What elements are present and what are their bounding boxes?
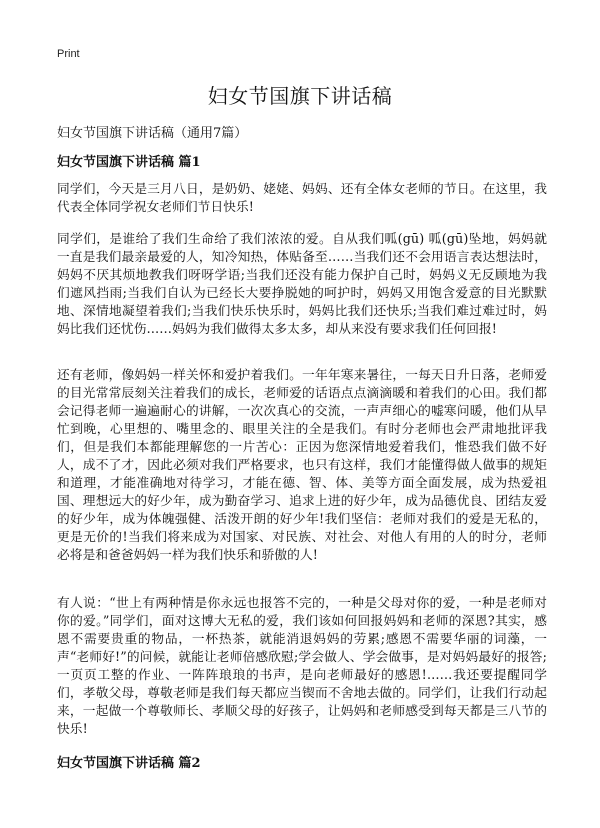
print-link[interactable]: Print xyxy=(57,48,80,60)
section-heading-1: 妇女节国旗下讲话稿 篇1 xyxy=(57,155,201,170)
paragraph-2: 同学们，是谁给了我们生命给了我们浓浓的爱。自从我们呱(gū) 呱(gū)坠地，妈妈就一直是我们最亲最爱的人，知冷知热，体贴备至……当我们还不会用语言表达想法时，妈妈不厌其烦地教我们呀呀学语;当我们还没有能力保护自己时，妈妈义无反顾地为我们遮风挡雨;当我们自认为已经长大要挣脱她的呵护时，妈妈又用饱含爱意的目光默默地、深情地凝望着我们;当我们快乐快乐时，妈妈比我们还快乐;当我们难过难过时，妈妈比我们还忧伤……妈妈为我们做得太多太多，却从来没有要求我们任何回报! xyxy=(57,231,547,336)
paragraph-4: 有人说：“世上有两种情是你永远也报答不完的，一种是父母对你的爱，一种是老师对你的爱。”同学们，面对这博大无私的爱，我们该如何回报妈妈和老师的深恩?其实，感恩不需要贵重的物品，一杯热茶，就能消退妈妈的劳累;感恩不需要华丽的词藻，一声“老师好!”的问候，就能让老师倍感欣慰;学会做人、学会做事，是对妈妈最好的报答;一页页工整的作业、一阵阵琅琅的书声，是向老师最好的感恩!……我还要提醒同学们，孝敬父母，尊敬老师是我们每天都应当锲而不舍地去做的。同学们，让我们行动起来，一起做一个尊敬师长、孝顺父母的好孩子，让妈妈和老师感受到每天都是三八节的快乐! xyxy=(57,595,547,736)
page-title: 妇女节国旗下讲话稿 xyxy=(207,84,393,108)
paragraph-1: 同学们，今天是三月八日，是奶奶、姥姥、妈妈、还有全体女老师的节日。在这里，我代表全体同学祝女老师们节日快乐! xyxy=(57,181,547,214)
document-subtitle: 妇女节国旗下讲话稿（通用7篇） xyxy=(57,126,248,141)
section-heading-2: 妇女节国旗下讲话稿 篇2 xyxy=(57,756,201,771)
paragraph-3: 还有老师，像妈妈一样关怀和爱护着我们。一年年寒来暑往，一每天日升日落，老师爱的目光常常辰刻关注着我们的成长，老师爱的话语点点滴滴暖和着我们的心田。我们都会记得老师一遍遍耐心的讲解，一次次真心的交流，一声声细心的嘘寒问暖，他们从早忙到晚，心里想的、嘴里念的、眼里关注的全是我们。有时分老师也会严肃地批评我们，但是我们本都能理解您的一片苦心：正因为您深情地爱着我们，惟恐我们做不好人，成不了才，因此必须对我们严格要求，也只有这样，我们才能懂得做人做事的规矩和道理，才能准确地对待学习，才能在德、智、体、美等方面全面发展，成为热爱祖国、理想远大的好少年，成为勤奋学习、追求上进的好少年，成为品德优良、团结友爱的好少年，成为体魄强健、活泼开朗的好少年!我们坚信：老师对我们的爱是无私的，更是无价的!当我们将来成为对国家、对民族、对社会、对他人有用的人的时分，老师必将是和爸爸妈妈一样为我们快乐和骄傲的人! xyxy=(57,367,547,562)
